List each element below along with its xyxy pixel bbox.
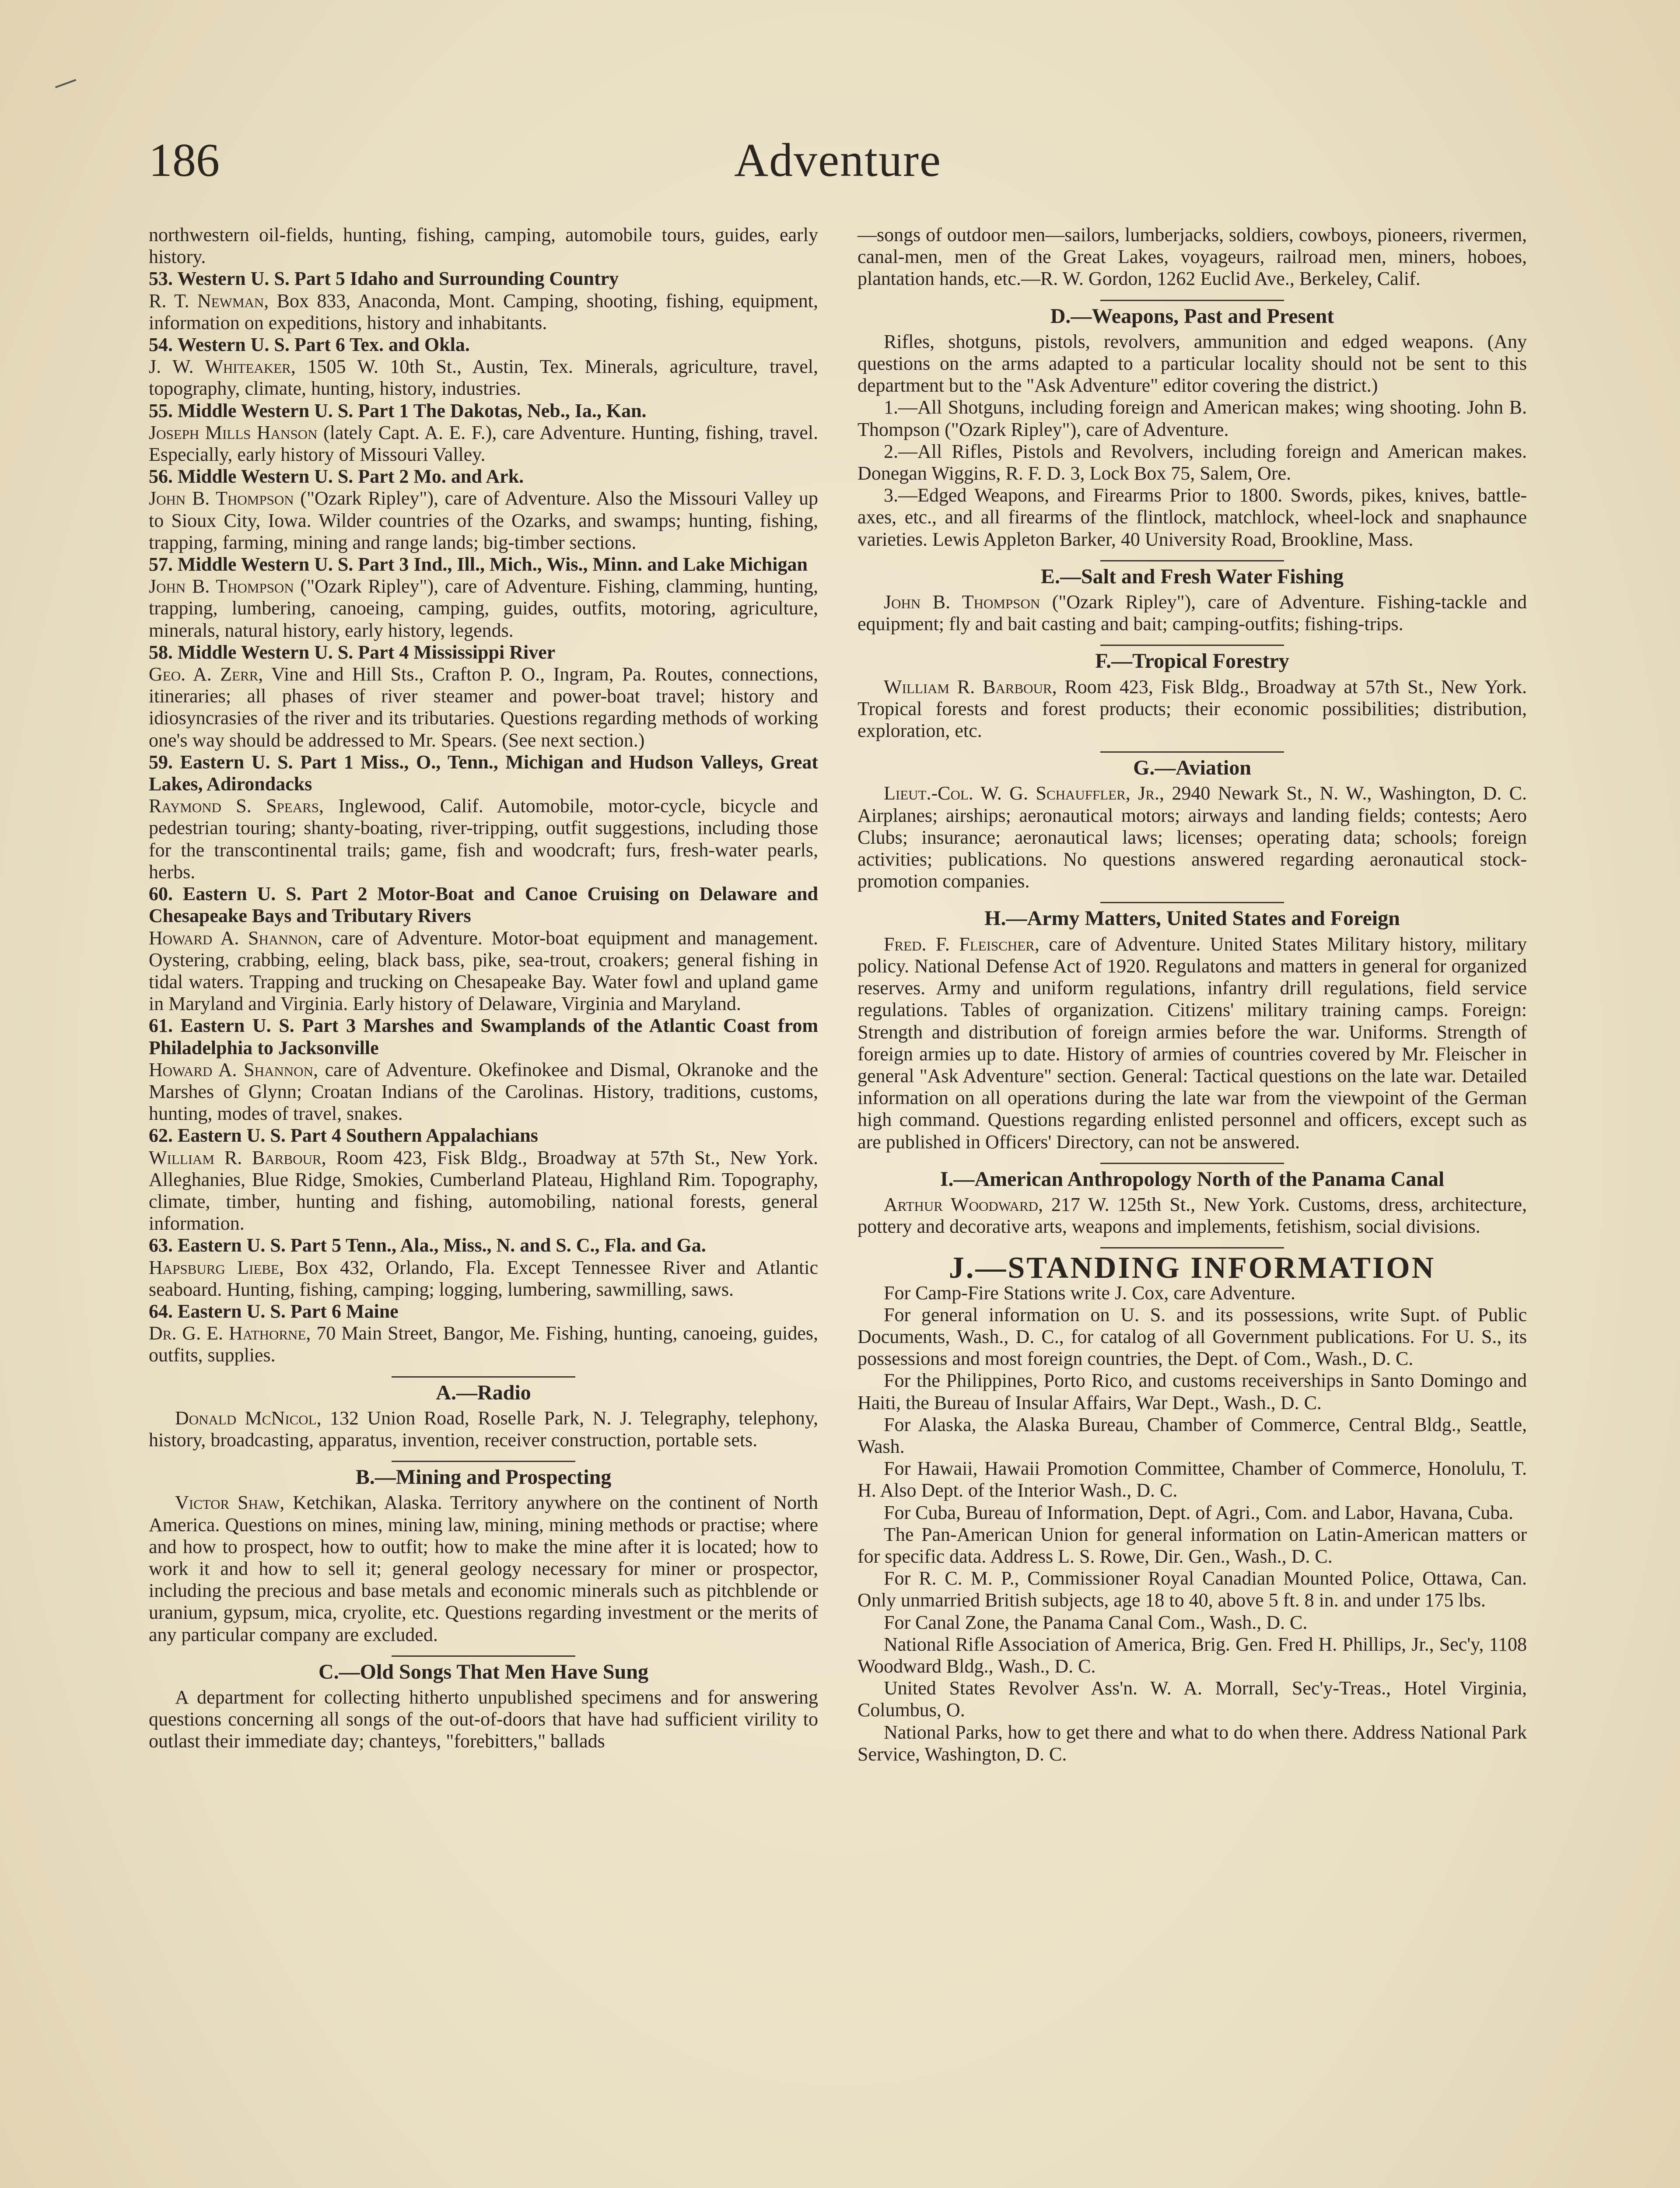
paragraph-body: For Hawaii, Hawaii Promotion Committee, Chamber of Commerce, Honolulu, T. H. Also Dept. of the Interior Wash., D. C.: [858, 1458, 1527, 1501]
entry-heading: 53. Western U. S. Part 5 Idaho and Surrounding Country: [149, 268, 619, 290]
entry-body: , 1505 W. 10th St., Austin, Tex. Minerals, agriculture, travel, topography, climate, hunting, history, industries.: [149, 356, 818, 400]
directory-entry: [149, 1301, 818, 1367]
entry-body: , Box 833, Anaconda, Mont. Camping, shooting, fishing, equipment, information on expeditions, history and inhabitants.: [149, 290, 818, 333]
pencil-mark: [51, 67, 77, 88]
paragraph: [858, 1524, 1527, 1567]
editor-name: Fred. F. Fleischer: [884, 933, 1035, 955]
editor-name: William R. Barbour: [149, 1147, 322, 1168]
entry-heading: 63. Eastern U. S. Part 5 Tenn., Ala., Miss., N. and S. C., Fla. and Ga.: [149, 1234, 706, 1256]
entry-body: ("Ozark Ripley"), care of Adventure. Fishing, clamming, hunting, trapping, lumbering, canoeing, camping, guides, outfits, motoring, agriculture, minerals, natural history, early history, legends.: [149, 575, 818, 641]
editor-name: John B. Thompson: [884, 591, 1040, 613]
entry-body: , care of Adventure. Motor-boat equipment and management. Oystering, crabbing, eeling, black bass, pike, sea-trout, croakers; general fishing in tidal waters. Trapping and trucking on Chesapeake Bay. Water fowl and upland game in Maryland and Virginia. Early history of Delaware, Virginia and Maryland.: [149, 927, 818, 1015]
paragraph: [858, 331, 1527, 397]
section-rule: [1100, 645, 1284, 646]
entry-heading: 62. Eastern U. S. Part 4 Southern Appalachians: [149, 1125, 538, 1147]
editor-name: Geo. A. Zerr: [149, 663, 259, 685]
entry-heading: 56. Middle Western U. S. Part 2 Mo. and Ark.: [149, 466, 524, 487]
paragraph: [858, 591, 1527, 635]
editor-name: Dr. G. E. Hathorne: [149, 1322, 306, 1344]
directory-entry: [149, 751, 818, 883]
directory-entry: [149, 883, 818, 1015]
paragraph-body: For Camp-Fire Stations write J. Cox, care Adventure.: [884, 1282, 1295, 1304]
paragraph-body: For Alaska, the Alaska Bureau, Chamber of Commerce, Central Bldg., Seattle, Wash.: [858, 1413, 1527, 1457]
paragraph: [858, 676, 1527, 742]
section-rule: [1100, 300, 1284, 301]
paragraph-body: , 132 Union Road, Roselle Park, N. J. Telegraphy, telephony, history, broadcasting, apparatus, invention, receiver construction, portable sets.: [149, 1407, 818, 1451]
paragraph-body: For the Philippines, Porto Rico, and customs receiverships in Santo Domingo and Haiti, the Bureau of Insular Affairs, War Dept., Wash., D. C.: [858, 1370, 1527, 1413]
paragraph-body: 1.—All Shotguns, including foreign and American makes; wing shooting. John B. Thompson ("Ozark Ripley"), care of Adventure.: [858, 396, 1527, 440]
section-title: G.—Aviation: [1133, 756, 1251, 780]
entry-body: , care of Adventure. Okefinokee and Dismal, Okranoke and the Marshes of Glynn; Croatan Indians of the Carolinas. History, traditions, customs, hunting, modes of travel, snakes.: [149, 1059, 818, 1125]
entry-body: , 70 Main Street, Bangor, Me. Fishing, hunting, canoeing, guides, outfits, supplies.: [149, 1322, 819, 1366]
paragraph: [858, 1370, 1527, 1413]
page-number: 186: [149, 134, 220, 186]
editor-name: Arthur Woodward: [884, 1193, 1039, 1215]
editor-name: Howard A. Shannon: [149, 927, 318, 949]
section-rule: [392, 1655, 575, 1657]
entry-heading: 55. Middle Western U. S. Part 1 The Dakotas, Neb., Ia., Kan.: [149, 400, 647, 421]
right-column: [858, 224, 1527, 1765]
paragraph: [858, 1502, 1527, 1524]
section-rule: [1100, 751, 1284, 753]
section-rule: [1100, 560, 1284, 561]
section-rule: [1100, 902, 1284, 903]
section-title: I.—American Anthropology North of the Panama Canal: [940, 1167, 1445, 1191]
paragraph: [858, 1722, 1527, 1765]
entry-body: ("Ozark Ripley"), care of Adventure. Also the Missouri Valley up to Sioux City, Iowa. Wilder countries of the Ozarks, and swamps; hunting, fishing, trapping, farming, mining and range lands; big-timber sections.: [149, 487, 819, 553]
directory-entry: [149, 1015, 818, 1125]
directory-entry: [149, 554, 818, 642]
editor-name: J. W. Whiteaker: [149, 356, 291, 378]
page-header: [149, 125, 1527, 190]
paragraph-body: Rifles, shotguns, pistols, revolvers, ammunition and edged weapons. (Any questions on the arms adapted to a particular locality should not be sent to this department but to the "Ask Adventure" editor covering the district.): [858, 330, 1527, 396]
paragraph: [858, 441, 1527, 484]
directory-entry: [149, 642, 818, 751]
continued-text: —songs of outdoor men—sailors, lumberjacks, soldiers, cowboys, pioneers, rivermen, canal-men, men of the Great Lakes, voyageurs, railroad men, miners, hoboes, plantation hands, etc.—R. W. Gordon, 1262 Euclid Ave., Berkeley, Calif.: [858, 224, 1527, 290]
editor-name: John B. Thompson: [149, 575, 294, 597]
section-title: B.—Mining and Prospecting: [355, 1466, 612, 1489]
paragraph: [858, 933, 1527, 1153]
paragraph: [858, 782, 1527, 892]
section-title: E.—Salt and Fresh Water Fishing: [1040, 565, 1344, 588]
paragraph-body: , Room 423, Fisk Bldg., Broadway at 57th St., New York. Tropical forests and forest products; their economic possibilities; distribution, exploration, etc.: [858, 676, 1527, 742]
directory-entry: [149, 400, 818, 466]
paragraph: [858, 1567, 1527, 1611]
directory-entry: [149, 268, 818, 334]
editor-name: R. T. Newman: [149, 290, 264, 312]
paragraph: [149, 1492, 818, 1645]
section-title: C.—Old Songs That Men Have Sung: [318, 1660, 648, 1683]
entry-body: (lately Capt. A. E. F.), care Adventure. Hunting, fishing, travel. Especially, early history of Missouri Valley.: [149, 421, 818, 466]
paragraph: [149, 1687, 818, 1753]
paragraph-body: The Pan-American Union for general information on Latin-American matters or for specific data. Address L. S. Rowe, Dir. Gen., Wash., D. C.: [858, 1523, 1527, 1567]
editor-name: John B. Thompson: [149, 487, 294, 509]
section-title: A.—Radio: [436, 1381, 531, 1404]
paragraph-body: For R. C. M. P., Commissioner Royal Canadian Mounted Police, Ottawa, Can. Only unmarried British subjects, age 18 to 40, above 5 ft. 8 in. and under 175 lbs.: [858, 1567, 1527, 1611]
entry-heading: 54. Western U. S. Part 6 Tex. and Okla.: [149, 334, 470, 356]
directory-entry: [149, 1234, 818, 1301]
entry-heading: 60. Eastern U. S. Part 2 Motor-Boat and Canoe Cruising on Delaware and Chesapeake Bays and Tributary Rivers: [149, 883, 818, 927]
paragraph: [858, 1304, 1527, 1370]
paragraph-body: A department for collecting hitherto unpublished specimens and for answering questions concerning all songs of the out-of-doors that have had sufficient virility to outlast their immediate day; chanteys, "forebitters," ballads: [149, 1687, 818, 1752]
paragraph-body: , care of Adventure. United States Military history, military policy. National Defense Act of 1920. Regulatons and matters in general for organized reserves. Army and uniform regulations, infantry drill regulations, field service regulations. Tables of organization. Citizens' military training camps. Foreign: Strength and distribution of foreign armies before the war. Uniforms. Strength of foreign armies up to date. History of armies of countries covered by Mr. Fleischer in general "Ask Adventure" section. General: Tactical questions on the late war. Detailed information on all operations during the late war from the viewpoint of the German high command. Questions regarding enlisted personnel and officers, except such as are published in Officers' Directory, can not be answered.: [858, 933, 1527, 1153]
paragraph-body: ("Ozark Ripley"), care of Adventure. Fishing-tackle and equipment; fly and bait casting and bait; camping-outfits; fishing-trips.: [858, 591, 1527, 635]
section-rule: [392, 1376, 575, 1378]
paragraph-body: National Rifle Association of America, Brig. Gen. Fred H. Phillips, Jr., Sec'y, 1108 Woodward Bldg., Wash., D. C.: [858, 1633, 1527, 1677]
continued-text: northwestern oil-fields, hunting, fishing, camping, automobile tours, guides, early history.: [149, 224, 818, 268]
editor-name: Raymond S. Spears: [149, 795, 319, 817]
paragraph-body: , 217 W. 125th St., New York. Customs, dress, architecture, pottery and decorative arts, weapons and implements, fetishism, social divisions.: [858, 1193, 1527, 1238]
editor-name: Victor Shaw: [175, 1492, 280, 1514]
directory-entry: [149, 1125, 818, 1234]
paragraph: [858, 484, 1527, 551]
editor-name: Joseph Mills Hanson: [149, 421, 318, 443]
entry-heading: 59. Eastern U. S. Part 1 Miss., O., Tenn., Michigan and Hudson Valleys, Great Lakes, Adirondacks: [149, 751, 818, 795]
paragraph-body: For Canal Zone, the Panama Canal Com., Wash., D. C.: [884, 1611, 1308, 1633]
paragraph: [858, 1194, 1527, 1238]
paragraph: [858, 1458, 1527, 1501]
directory-entry: [149, 334, 818, 400]
section-rule: [1100, 1163, 1284, 1164]
section-rule: [392, 1461, 575, 1462]
entry-body: , Vine and Hill Sts., Crafton P. O., Ingram, Pa. Routes, connections, itineraries; all phases of river steamer and power-boat travel; history and idiosyncrasies of the river and its tributaries. Questions regarding methods of working one's way should be addressed to Mr. Spears. (See next section.): [149, 663, 818, 751]
entry-body: , Box 432, Orlando, Fla. Except Tennessee River and Atlantic seaboard. Hunting, fishing, camping; logging, lumbering, sawmilling, saws.: [149, 1256, 818, 1300]
paragraph: [858, 1612, 1527, 1634]
entry-heading: 57. Middle Western U. S. Part 3 Ind., Ill., Mich., Wis., Minn. and Lake Michigan: [149, 554, 808, 575]
paragraph: [858, 1282, 1527, 1304]
paragraph-body: National Parks, how to get there and what to do when there. Address National Park Service, Washington, D. C.: [858, 1721, 1527, 1765]
directory-entry: [149, 466, 818, 554]
editor-name: Donald McNicol: [175, 1407, 317, 1429]
paragraph-body: , 2940 Newark St., N. W., Washington, D. C. Airplanes; airships; aeronautical motors; airways and landing fields; contests; Aero Clubs; insurance; aeronautical laws; licenses; operating data; schools; foreign activities; publications. No questions answered regarding aeronautical stock-promotion companies.: [858, 782, 1527, 892]
entry-body: , Inglewood, Calif. Automobile, motor-cycle, bicycle and pedestrian touring; shanty-boating, river-tripping, outfit suggestions, including those for the transcontinental trails; game, fish and woodcraft; furs, fresh-water pearls, herbs.: [149, 795, 818, 883]
left-column: [149, 224, 818, 1753]
paragraph-body: , Ketchikan, Alaska. Territory anywhere on the continent of North America. Questions on mines, mining law, mining, mining methods or practise; where and how to prospect, how to outfit; how to make the mine after it is located; how to work it and how to sell it; general geology necessary for miner or prospector, including the precious and base metals and economic minerals such as pitchblende or uranium, gypsum, mica, cryolite, etc. Questions regarding investment or the merits of any particular company are excluded.: [149, 1492, 818, 1645]
entry-body: , Room 423, Fisk Bldg., Broadway at 57th St., New York. Alleghanies, Blue Ridge, Smokies, Cumberland Plateau, Highland Rim. Topography, climate, timber, hunting and fishing, automobiling, national forests, general information.: [149, 1147, 818, 1234]
section-title: F.—Tropical Forestry: [1095, 649, 1289, 673]
paragraph: [858, 1634, 1527, 1677]
paragraph-body: 2.—All Rifles, Pistols and Revolvers, including foreign and American makes. Donegan Wiggins, R. F. D. 3, Lock Box 75, Salem, Ore.: [858, 440, 1527, 484]
editor-name: Hapsburg Liebe: [149, 1256, 279, 1278]
editor-name: Howard A. Shannon: [149, 1059, 313, 1080]
editor-name: Lieut.-Col. W. G. Schauffler, Jr.: [884, 782, 1159, 804]
paragraph-body: United States Revolver Ass'n. W. A. Morrall, Sec'y-Treas., Hotel Virginia, Columbus, O.: [858, 1677, 1527, 1721]
paragraph: [149, 1407, 818, 1451]
entry-heading: 58. Middle Western U. S. Part 4 Mississippi River: [149, 641, 556, 663]
standing-information-title: J.—STANDING INFORMATION: [948, 1251, 1436, 1285]
magazine-title: Adventure: [734, 134, 942, 186]
section-title: H.—Army Matters, United States and Foreign: [984, 907, 1400, 930]
editor-name: William R. Barbour: [884, 676, 1052, 698]
paragraph-body: 3.—Edged Weapons, and Firearms Prior to 1800. Swords, pikes, knives, battle-axes, etc., and all firearms of the flintlock, matchlock, wheel-lock and snaphaunce varieties. Lewis Appleton Barker, 40 University Road, Brookline, Mass.: [858, 484, 1527, 550]
entry-heading: 64. Eastern U. S. Part 6 Maine: [149, 1300, 399, 1322]
paragraph-body: For general information on U. S. and its possessions, write Supt. of Public Documents, Wash., D. C., for catalog of all Government publications. For U. S., its possessions and most foreign countries, the Dept. of Com., Wash., D. C.: [858, 1304, 1527, 1370]
paragraph: [858, 1677, 1527, 1721]
paragraph: [858, 396, 1527, 440]
entry-heading: 61. Eastern U. S. Part 3 Marshes and Swamplands of the Atlantic Coast from Philadelphia to Jacksonville: [149, 1015, 818, 1059]
paragraph: [858, 1414, 1527, 1458]
section-title: D.—Weapons, Past and Present: [1050, 304, 1334, 328]
section-rule: [1100, 1247, 1284, 1248]
paragraph-body: For Cuba, Bureau of Information, Dept. of Agri., Com. and Labor, Havana, Cuba.: [884, 1501, 1513, 1523]
